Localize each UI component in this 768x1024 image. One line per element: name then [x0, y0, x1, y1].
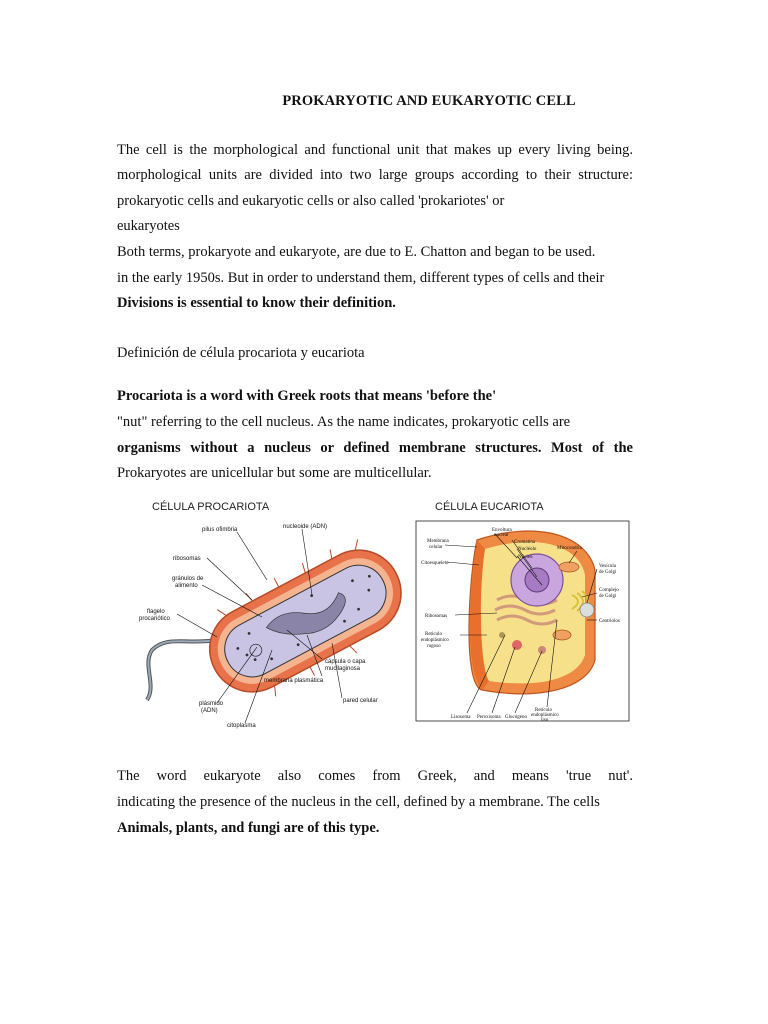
label-vesicle-2: de Golgi: [599, 570, 617, 575]
label-capsule-1: cápsula o capa: [325, 659, 366, 665]
procariota-line-2: "nut" referring to the cell nucleus. As the name indicates, prokaryotic cells are: [117, 414, 571, 430]
prokaryote-diagram: [139, 500, 421, 729]
eukaryote-line-3: Animals, plants, and fungi are of this type.: [117, 820, 380, 836]
cell-diagram-figure: [117, 485, 633, 757]
mitochondria-shape: [559, 562, 579, 572]
label-centrioles: Centriolos: [599, 619, 620, 624]
label-ser-3: liso: [541, 718, 549, 723]
vesicle-shape: [580, 603, 594, 617]
eukaryote-line-2: indicating the presence of the nucleus in the cell, defined by a membrane. The cells: [117, 794, 600, 810]
nucleolus-shape: [525, 568, 549, 592]
eukaryote-line-1: The word eukaryote also comes from Greek, and means 'true nut'.: [117, 768, 633, 784]
label-envelope-2: nuclear: [494, 533, 509, 538]
label-flagellum-1: flagelo: [147, 609, 165, 615]
label-vesicle-1: Vesícula: [599, 564, 616, 569]
label-granules-2: alimento: [175, 583, 198, 589]
label-rer-1: Retículo: [425, 632, 442, 637]
label-plasmid-1: plásmido: [199, 701, 224, 707]
page-title: PROKARYOTIC AND EUKARYOTIC CELL: [282, 93, 576, 109]
label-granules-1: gránulos de: [172, 576, 204, 582]
label-pilus: pilus ofimbria: [202, 527, 238, 533]
label-flagellum-2: procariótico: [139, 616, 171, 622]
label-nucleolus: Nucléolo: [518, 547, 537, 552]
label-wall: pared celular: [343, 698, 378, 704]
cell-diagram-svg: [117, 485, 633, 757]
label-cytoplasm: citoplasma: [227, 723, 256, 729]
intro-line-4: eukaryotes: [117, 218, 180, 234]
label-ribosomes: ribosomas: [173, 556, 201, 562]
procariota-line-1: Procariota is a word with Greek roots that means 'before the': [117, 388, 497, 404]
label-membrane-2: celular: [429, 545, 443, 550]
intro-line-6: in the early 1950s. But in order to understand them, different types of cells and their: [117, 270, 605, 286]
eukaryote-diagram: [416, 500, 629, 723]
label-rer-3: rugoso: [427, 644, 441, 649]
label-cytoskeleton: Citoesqueleto: [421, 561, 449, 566]
label-glycogen: Glucógeno: [505, 715, 527, 720]
label-chromatin: Cromatina: [514, 540, 536, 545]
label-peroxisome: Peroxisoma: [477, 715, 501, 720]
subheading: Definición de célula procariota y eucariota: [117, 345, 365, 361]
label-ribosomes-euk: Ribosomas: [425, 614, 448, 619]
label-nucleoid: nucleoide (ADN): [283, 524, 328, 530]
intro-line-2: morphological units are divided into two large groups according to their structure:: [117, 167, 633, 183]
label-golgi-1: Complejo: [599, 588, 619, 593]
label-lysosome: Lisosoma: [451, 715, 471, 720]
label-nucleus: Núcleo: [518, 555, 533, 560]
intro-line-5: Both terms, prokaryote and eukaryote, are due to E. Chatton and began to be used.: [117, 244, 596, 260]
label-membrane-1: Membrana: [427, 539, 449, 544]
label-plasmid-2: (ADN): [201, 708, 218, 714]
procariota-line-3: organisms without a nucleus or defined membrane structures. Most of the: [117, 440, 633, 456]
label-rer-2: endoplásmico: [421, 638, 449, 643]
label-capsule-2: mucilaginosa: [325, 666, 361, 672]
label-ser-2: endoplásmico: [531, 713, 559, 718]
label-ser-1: Retículo: [535, 708, 552, 713]
intro-line-3: prokaryotic cells and eukaryotic cells or also called 'prokariotes' or: [117, 193, 505, 209]
flagellum-shape: [147, 640, 217, 700]
prokaryote-caption: CÉLULA PROCARIOTA: [152, 501, 270, 513]
intro-line-1: The cell is the morphological and functional unit that makes up every living being.: [117, 142, 633, 158]
label-mitochondria: Mitocondria: [557, 546, 582, 551]
eukaryote-caption: CÉLULA EUCARIOTA: [435, 501, 544, 513]
intro-line-7: Divisions is essential to know their definition.: [117, 295, 396, 311]
label-membrane: membrana plasmática: [264, 678, 324, 684]
procariota-line-4: Prokaryotes are unicellular but some are multicellular.: [117, 465, 432, 481]
label-envelope-1: Envoltura: [492, 528, 512, 533]
label-golgi-2: de Golgi: [599, 594, 617, 599]
